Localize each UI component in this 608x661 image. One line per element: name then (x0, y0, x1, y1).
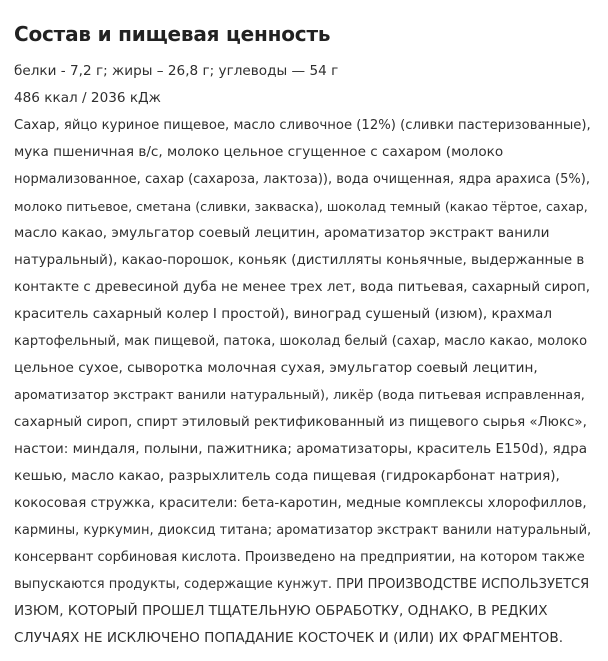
composition-line: натуральный), какао-порошок, коньяк (дистилляты коньячные, выдержанные в (14, 253, 585, 268)
composition-line: выпускаются продукты, содержащие кунжут. ПРИ ПРОИЗВОДСТВЕ ИСПОЛЬЗУЕТСЯ (14, 577, 590, 592)
composition-line: картофельный, мак пищевой, патока, шоколад белый (сахар, масло какао, молоко (14, 334, 588, 349)
section-title: Состав и пищевая ценность (14, 22, 331, 46)
composition-line: консервант сорбиновая кислота. Произведено на предприятии, на котором также (14, 550, 585, 565)
composition-line: молоко питьевое, сметана (сливки, закваска), шоколад темный (какао тёртое, сахар, (14, 199, 588, 214)
energy-value: 486 ккал / 2036 кДж (14, 90, 161, 106)
composition-line: сахарный сироп, спирт этиловый ректификованный из пищевого сырья «Люкс», (14, 415, 587, 430)
composition-line: нормализованное, сахар (сахароза, лактоза)), вода очищенная, ядра арахиса (5%), (14, 172, 590, 187)
composition-line: мука пшеничная в/с, молоко цельное сгущенное с сахаром (молоко (14, 144, 504, 160)
composition-text (14, 112, 592, 652)
composition-line: настои: миндаля, полыни, пажитника; ароматизаторы, краситель E150d), ядра (14, 441, 588, 457)
composition-line: ароматизатор экстракт ванили натуральный), ликёр (вода питьевая исправленная, (14, 388, 585, 403)
composition-line: кокосовая стружка, красители: бета-каротин, медные комплексы хлорофиллов, (14, 496, 587, 511)
composition-line: краситель сахарный колер I простой), виноград сушеный (изюм), крахмал (14, 306, 553, 322)
composition-line: кармины, куркумин, диоксид титана; ароматизатор экстракт ванили натуральный, (14, 523, 592, 538)
composition-line: ИЗЮМ, КОТОРЫЙ ПРОШЕЛ ТЩАТЕЛЬНУЮ ОБРАБОТКУ, ОДНАКО, В РЕДКИХ (14, 603, 548, 619)
composition-line: масло какао, эмульгатор соевый лецитин, ароматизатор экстракт ванили (14, 225, 550, 241)
nutrition-values: белки - 7,2 г; жиры – 26,8 г; углеводы — 54 г (14, 63, 339, 79)
composition-line: контакте с древесиной дуба не менее трех лет, вода питьевая, сахарный сироп, (14, 280, 591, 295)
composition-line: СЛУЧАЯХ НЕ ИСКЛЮЧЕНО ПОПАДАНИЕ КОСТОЧЕК И (ИЛИ) ИХ ФРАГМЕНТОВ. (14, 630, 564, 646)
composition-line: Сахар, яйцо куриное пищевое, масло сливочное (12%) (сливки пастеризованные), (14, 118, 591, 133)
composition-line: цельное сухое, сыворотка молочная сухая, эмульгатор соевый лецитин, (14, 360, 538, 376)
composition-line: кешью, масло какао, разрыхлитель сода пищевая (гидрокарбонат натрия), (14, 468, 560, 484)
